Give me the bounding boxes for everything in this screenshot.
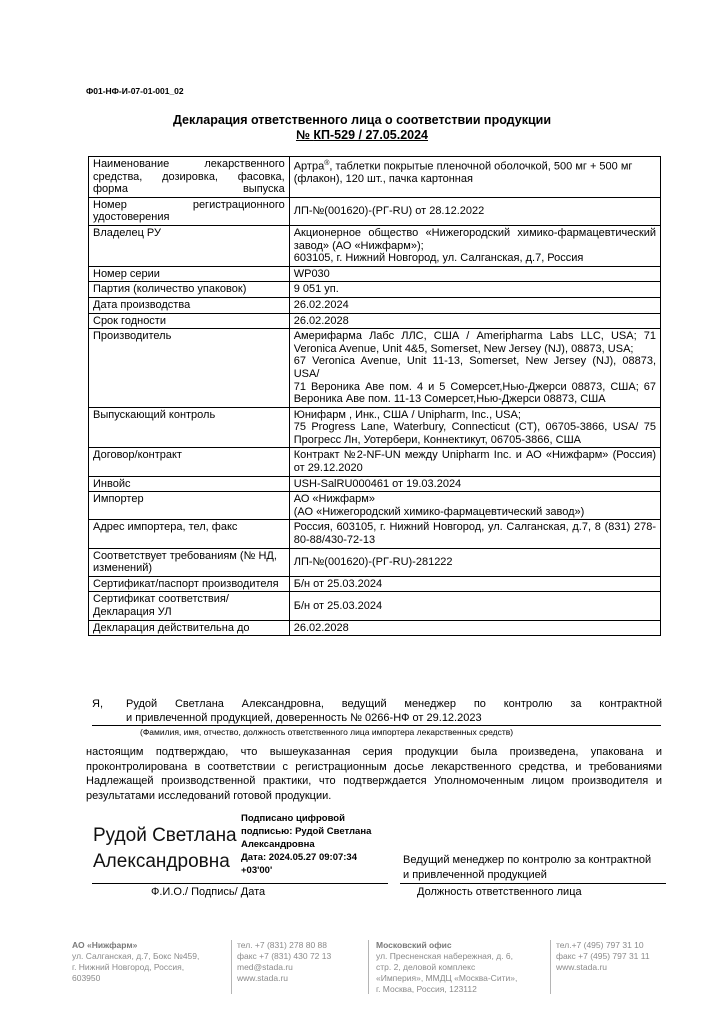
declaration-line-1: Рудой Светлана Александровна, ведущий менеджер по контролю за контрактной: [126, 698, 662, 710]
row-key: Владелец РУ: [89, 225, 290, 266]
row-key: Срок годности: [89, 313, 290, 329]
table-row: [89, 297, 661, 313]
signature-line: [92, 883, 388, 884]
table-row: [89, 197, 661, 225]
declaration-line-2: и привлеченной продукцией, доверенность № 0266-НФ от 29.12.2023: [92, 711, 661, 726]
row-key: Договор/контракт: [89, 448, 290, 476]
row-value: Контракт №2-NF-UN между Unipharm Inc. и АО «Нижфарм» (Россия) от 29.12.2020: [289, 448, 660, 476]
document-number: [0, 128, 724, 142]
row-key: Производитель: [89, 329, 290, 408]
table-row: [89, 157, 661, 198]
table-row: [89, 476, 661, 492]
footer-divider: [368, 940, 369, 994]
table-row: [89, 592, 661, 620]
table-row: [89, 266, 661, 282]
row-value: 26.02.2024: [289, 297, 660, 313]
row-value: Америфарма Лабс ЛЛС, США / Ameripharma Labs LLC, USA; 71 Veronica Avenue, Unit 4&5, Somerset, New Jersey (NJ), 08873, USA; 67 Veronica Avenue, Unit 11-13, Somerset, New Jersey (NJ), 08873, USA/ 71 Вероника Аве пом. 4 и 5 Сомерсет,Нью-Джерси 08873, США; 67 Вероника Аве пом. 11-13 Сомерсет,Нью-Джерси 08873, США: [289, 329, 660, 408]
footer-website-link[interactable]: www.stada.ru: [237, 973, 289, 983]
row-key: Выпускающий контроль: [89, 407, 290, 448]
row-key: Сертификат/паспорт производителя: [89, 576, 290, 592]
row-value: Юнифарм , Инк., США / Unipharm, Inc., USA; 75 Progress Lane, Waterbury, Connecticut (CT), 06705-3866, USA/ 75 Прогресс Лн, Уотербери, Коннектикут, 06705-3866, США: [289, 407, 660, 448]
row-value: Б/н от 25.03.2024: [289, 592, 660, 620]
table-row: [89, 576, 661, 592]
number-value: КП-529 / 27.05.2024: [313, 128, 429, 142]
row-key: Номер серии: [89, 266, 290, 282]
row-key: Номер регистрационного удостоверения: [89, 197, 290, 225]
row-value: Артра®, таблетки покрытые пленочной оболочкой, 500 мг + 500 мг (флакон), 120 шт., пачка картонная: [289, 157, 660, 198]
row-key: Адрес импортера, тел, факс: [89, 520, 290, 548]
table-row: [89, 282, 661, 298]
table-row: [89, 620, 661, 636]
table-row: [89, 548, 661, 576]
declaration-pronoun: Я,: [92, 698, 103, 710]
row-key: Дата производства: [89, 297, 290, 313]
signer-name: Рудой Светлана Александровна: [93, 825, 237, 872]
table-row: [89, 313, 661, 329]
product-declaration-table: [88, 156, 661, 636]
row-value: ЛП-№(001620)-(РГ-RU)-281222: [289, 548, 660, 576]
digital-signature-stamp: Подписано цифровой подписью: Рудой Светлана Александровна Дата: 2024.05.27 09:07:34 +03'00': [241, 813, 372, 876]
row-key: Партия (количество упаковок): [89, 282, 290, 298]
position-line: [400, 883, 666, 884]
row-value: Б/н от 25.03.2024: [289, 576, 660, 592]
confirmation-paragraph: настоящим подтверждаю, что вышеуказанная серия продукции была произведена, упакована и проконтролирована в соответствии с регистрационным досье лекарственного средства, и требованиями Надлежащей производственной практики, что подтверждается Уполномоченным лицом производителя и результатами исследований готовой продукции.: [86, 746, 662, 802]
footer-moscow-contacts: тел.+7 (495) 797 31 10 факс +7 (495) 797 31 11 www.stada.ru: [556, 940, 676, 973]
row-key: Импортер: [89, 492, 290, 520]
signer-position: Ведущий менеджер по контролю за контрактной и привлеченной продукцией: [403, 854, 652, 881]
table-row: [89, 225, 661, 266]
number-prefix: №: [295, 128, 314, 142]
row-value: Акционерное общество «Нижегородский химико-фармацевтический завод» (АО «Нижфарм»); 603105, г. Нижний Новгород, ул. Салганская, д.7, Россия: [289, 225, 660, 266]
table-row: [89, 329, 661, 408]
document-code: Ф01-НФ-И-07-01-001_02: [86, 86, 184, 96]
row-key: Наименование лекарственного средства, дозировка, фасовка, форма выпуска: [89, 157, 290, 198]
row-key: Сертификат соответствия/Декларация УЛ: [89, 592, 290, 620]
row-value: Россия, 603105, г. Нижний Новгород, ул. Салганская, д.7, 8 (831) 278-80-88/430-72-13: [289, 520, 660, 548]
declaration-statement: [92, 697, 662, 726]
footer-contacts: тел. +7 (831) 278 80 88 факс +7 (831) 430 72 13 med@stada.ru www.stada.ru: [237, 940, 357, 984]
table-row: [89, 520, 661, 548]
footer-website-link[interactable]: www.stada.ru: [556, 962, 608, 972]
row-value: АО «Нижфарм» (АО «Нижегородский химико-фармацевтический завод»): [289, 492, 660, 520]
row-value: WP030: [289, 266, 660, 282]
row-key: Соответствует требованиям (№ НД, изменений): [89, 548, 290, 576]
table-row: [89, 448, 661, 476]
registered-mark: ®: [324, 160, 330, 167]
row-key: Декларация действительна до: [89, 620, 290, 636]
row-value: ЛП-№(001620)-(РГ-RU) от 28.12.2022: [289, 197, 660, 225]
footer-divider: [231, 940, 232, 994]
row-value: USH-SalRU000461 от 19.03.2024: [289, 476, 660, 492]
footer-email-link[interactable]: med@stada.ru: [237, 962, 293, 972]
footer-divider: [550, 940, 551, 994]
signature-caption: Ф.И.О./ Подпись/ Дата: [151, 886, 266, 898]
footer-company: АО «Нижфарм» ул. Салганская, д.7, Бокс №459, г. Нижний Новгород, Россия, 603950: [72, 940, 200, 983]
table-row: [89, 492, 661, 520]
row-value: 9 051 уп.: [289, 282, 660, 298]
document-title: Декларация ответственного лица о соответствии продукции: [172, 113, 552, 127]
table-row: [89, 407, 661, 448]
footer-moscow-office: Московский офис ул. Пресненская набережная, д. 6, стр. 2, деловой комплекс «Империя», ММДЦ «Москва-Сити», г. Москва, Россия, 123112: [376, 940, 518, 994]
row-value: 26.02.2028: [289, 313, 660, 329]
row-value: 26.02.2028: [289, 620, 660, 636]
position-caption: Должность ответственного лица: [417, 886, 582, 898]
row-key: Инвойс: [89, 476, 290, 492]
declaration-note: (Фамилия, имя, отчество, должность ответственного лица импортера лекарственных средств): [140, 727, 514, 737]
